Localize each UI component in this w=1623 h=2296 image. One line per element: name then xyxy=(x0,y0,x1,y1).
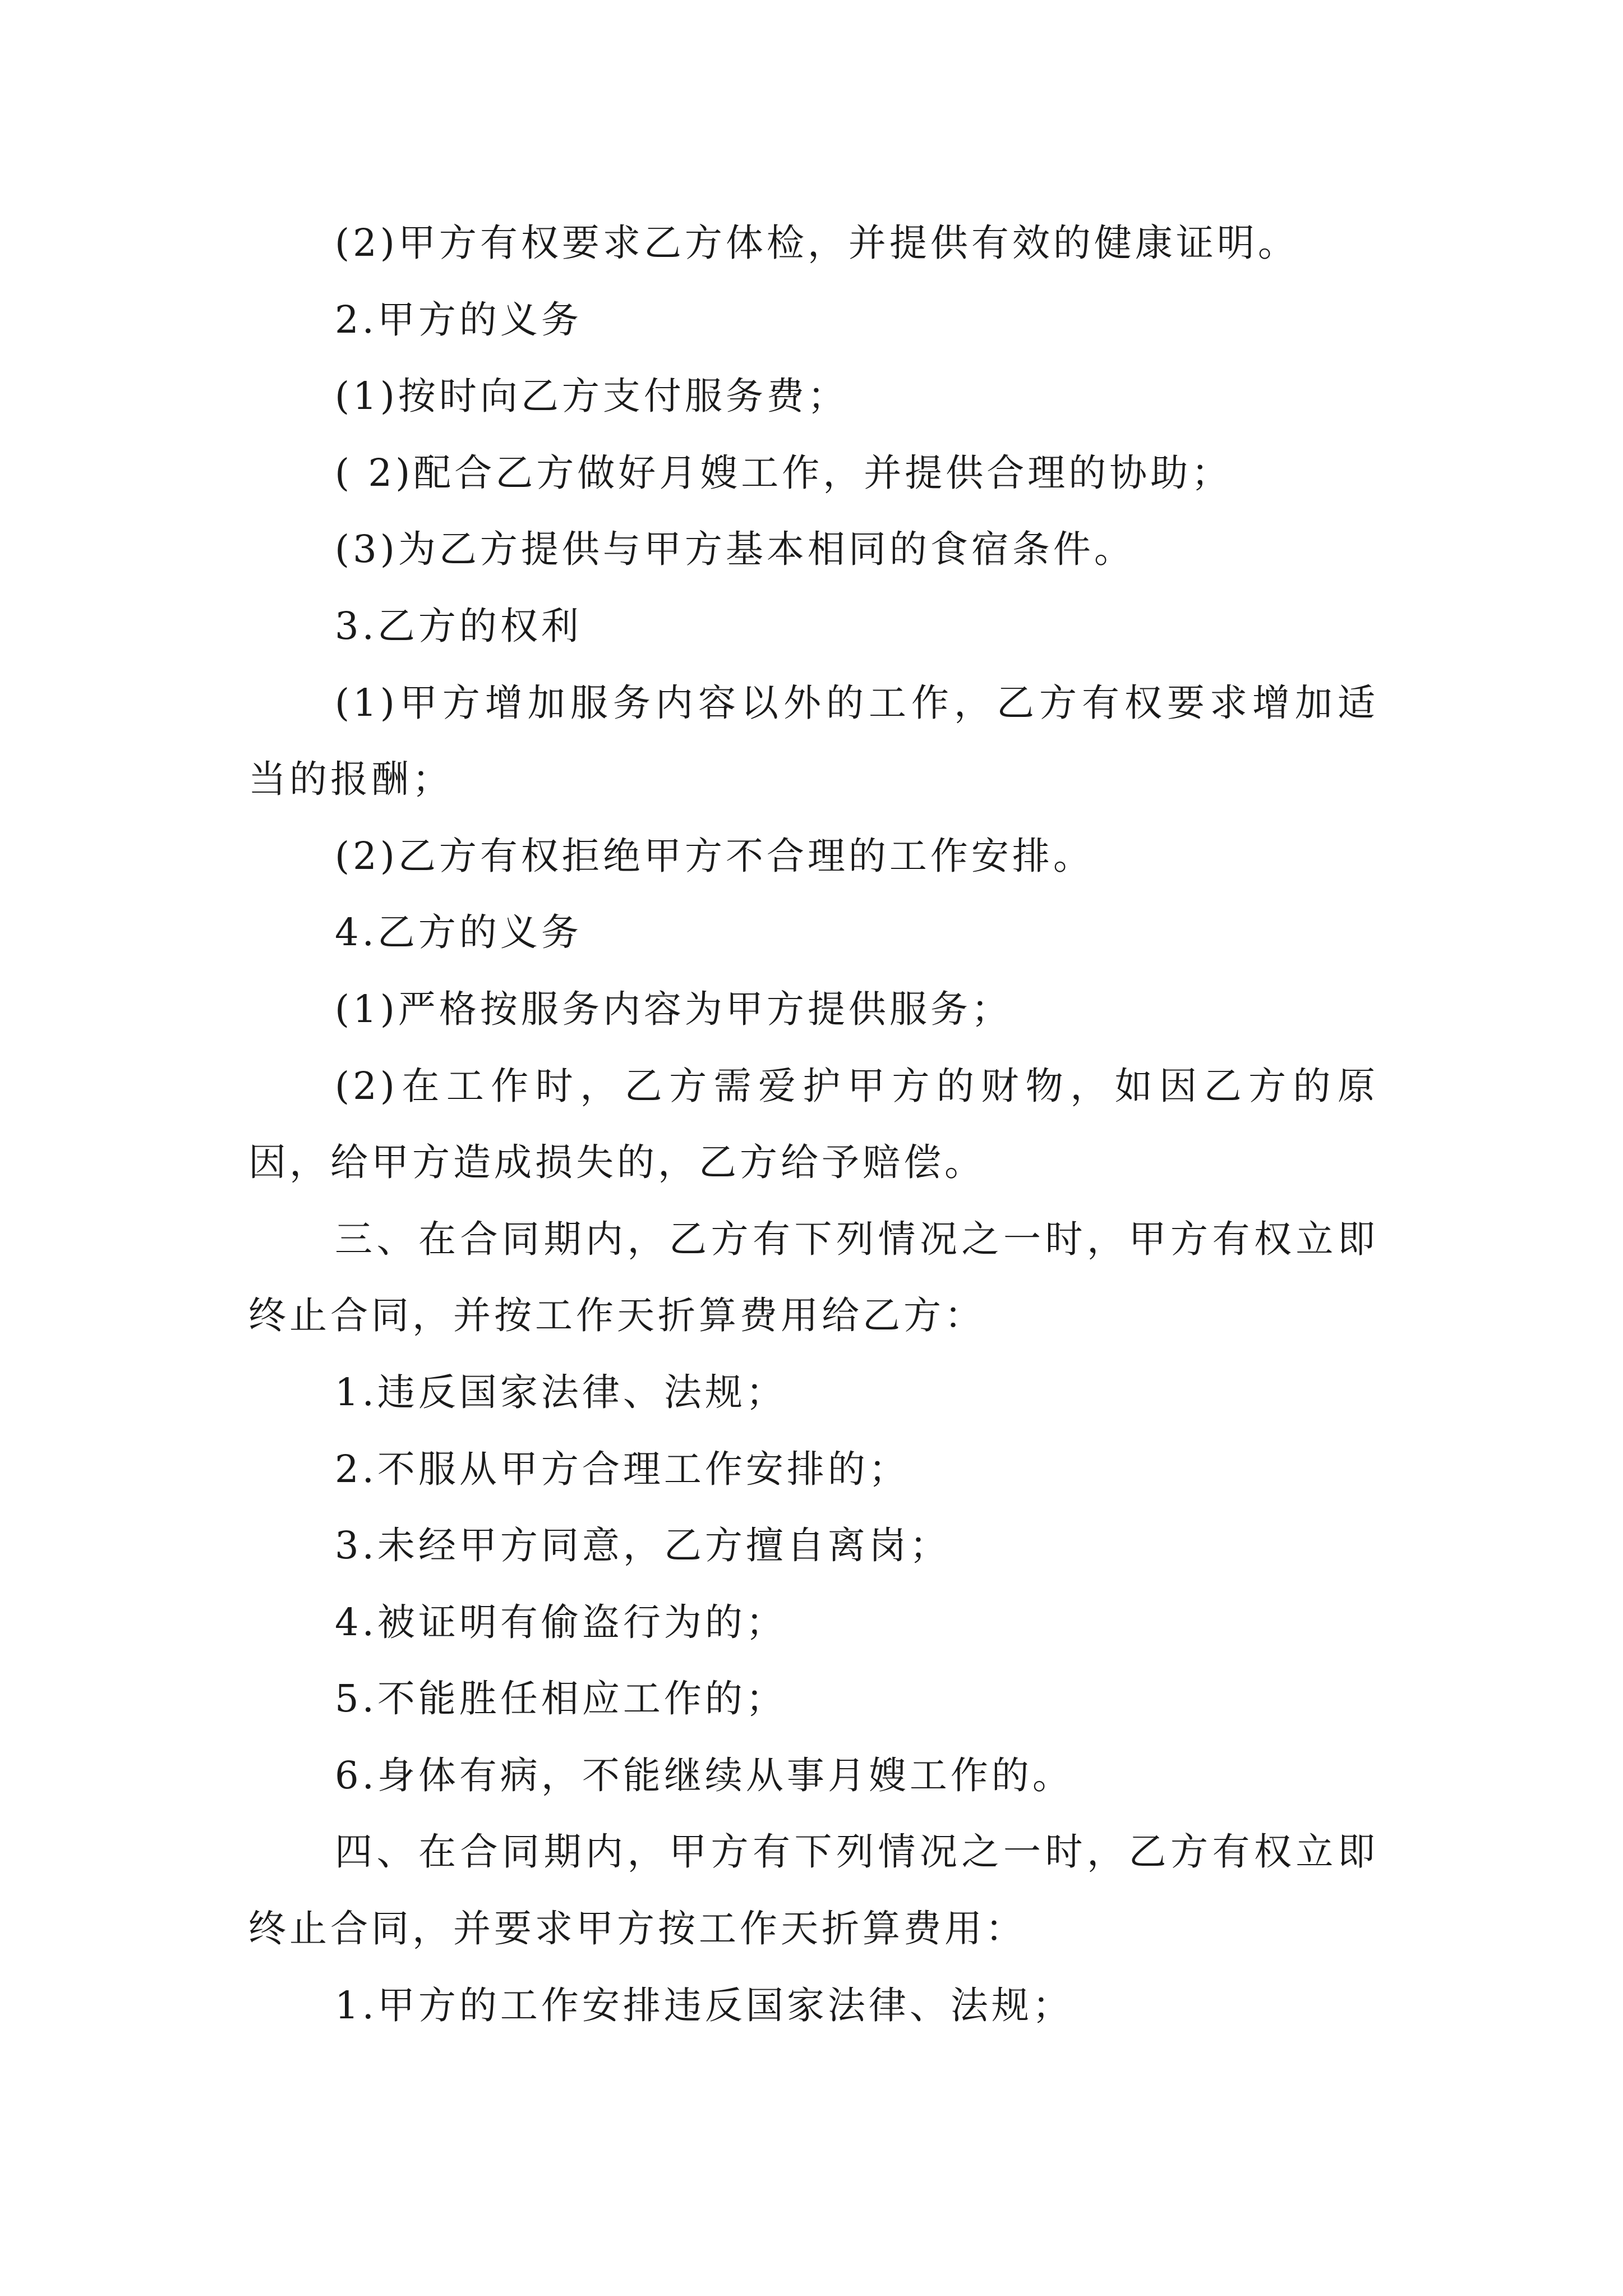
section-heading: 4.乙方的义务 xyxy=(335,910,582,955)
paragraph: (2)在工作时，乙方需爱护甲方的财物，如因乙方的原因，给甲方造成损失的，乙方给予赔偿。 xyxy=(248,1064,1378,1185)
section-paragraph: 三、在合同期内，乙方有下列情况之一时，甲方有权立即终止合同，并按工作天折算费用给乙方： xyxy=(248,1217,1378,1338)
list-item: 6.身体有病，不能继续从事月嫂工作的。 xyxy=(335,1753,1073,1797)
list-item: 5.不能胜任相应工作的； xyxy=(335,1677,787,1721)
list-item: 4.被证明有偷盗行为的； xyxy=(335,1600,787,1644)
list-item: 1.违反国家法律、法规； xyxy=(335,1370,787,1414)
section-heading: 2.甲方的义务 xyxy=(335,297,582,342)
list-item: 3.未经甲方同意，乙方擅自离岗； xyxy=(335,1524,951,1568)
paragraph: ( 2)配合乙方做好月嫂工作，并提供合理的协助； xyxy=(335,450,1233,495)
list-item: 1.甲方的工作安排违反国家法律、法规； xyxy=(335,1983,1073,2027)
section-paragraph: 四、在合同期内，甲方有下列情况之一时，乙方有权立即终止合同，并要求甲方按工作天折算费用： xyxy=(248,1830,1378,1951)
paragraph: (3)为乙方提供与甲方基本相同的食宿条件。 xyxy=(335,527,1135,572)
paragraph: (1)甲方增加服务内容以外的工作，乙方有权要求增加适当的报酬； xyxy=(248,680,1378,802)
list-item: 2.不服从甲方合理工作安排的； xyxy=(335,1447,910,1491)
paragraph: (2)乙方有权拒绝甲方不合理的工作安排。 xyxy=(335,834,1094,878)
paragraph: (1)严格按服务内容为甲方提供服务； xyxy=(335,987,1012,1031)
paragraph: (2)甲方有权要求乙方体检，并提供有效的健康证明。 xyxy=(335,221,1299,265)
paragraph: (1)按时向乙方支付服务费； xyxy=(335,374,849,418)
section-heading: 3.乙方的权利 xyxy=(335,604,582,648)
document-body xyxy=(248,205,1378,2044)
